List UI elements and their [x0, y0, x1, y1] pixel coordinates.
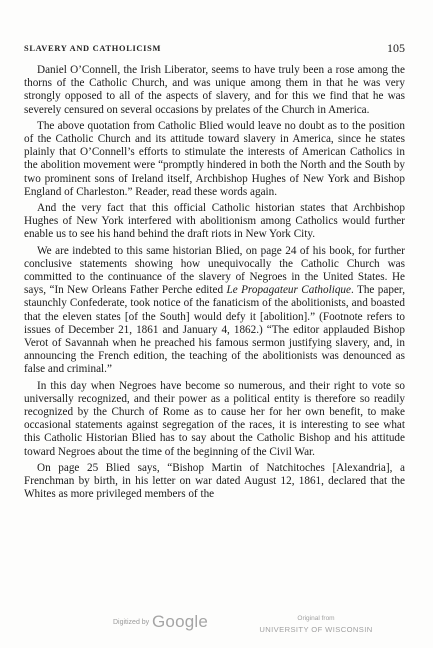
paragraph-4 [24, 245, 405, 377]
paragraph-2: The above quotation from Catholic Blied would leave no doubt as to the position of the Catholic Church and its attitude toward slavery in America, since he states plainly that O’Connell’s efforts to stimulate the interests of American Catholics in the abolition movement were “promptly hindered in both the North and the South by two prominent sons of Ireland itself, Archbishop Hughes of New York and Bishop England of Charleston.” Reader, read these words again. [24, 119, 405, 198]
paragraph-5: In this day when Negroes have become so numerous, and their right to vote so universally recognized, and their power as a political entity is therefore so readily recognized by the Church of Rome as to cause her for her own benefit, to make occasional statements against segregation of the races, it is interesting to see what this Catholic Historian Blied has to say about the Catholic Bishop and his attitude toward Negroes about the time of the beginning of the Civil War. [24, 379, 405, 458]
paragraph-6: On page 25 Blied says, “Bishop Martin of Natchitoches [Alexandria], a Frenchman by birth, in his letter on war dated August 12, 1861, declared that the Whites as more privileged members of the [24, 461, 405, 501]
paragraph-4-text-after: . The paper, staunchly Confederate, took notice of the fanaticism of the abolitionists, and boasted that the eleven states [of the South] would defy it [abolition].” (Footnote refers to issues of December 21, 1861 and January 4, 1862.) “The editor applauded Bishop Verot of Savannah when he preached his famous sermon justifying slavery, and, in announcing the French edition, the teaching of the abolitionists was denounced as false and criminal.” [24, 284, 406, 376]
paragraph-3: And the very fact that this official Catholic historian states that Archbishop Hughes of New York interfered with abolitionism among Catholics would further enable us to see his hand behind the draft riots in New York City. [24, 202, 405, 241]
digitization-footer [0, 612, 433, 642]
paragraph-1: Daniel O’Connell, the Irish Liberator, seems to have truly been a rose among the thorns of the Catholic Church, and was unique among them in that he was very strongly opposed to all of the aspects of slavery, and for this we find that he was severely censured on several occasions by prelates of the Church in America. [24, 64, 405, 116]
newspaper-title: Le Propagateur Catholique [226, 284, 351, 297]
page-number: 105 [387, 41, 405, 55]
digitized-by-label: Digitized by [113, 619, 150, 626]
original-from-label: Original from [297, 615, 335, 622]
paragraph-4-text-before: We are indebted to this same historian Blied, on page 24 of his book, for further conclusive statements showing how unequivocally the Catholic Church was committed to the continuance of the slavery of Negroes in the United States. He says, “In New Orleans Father Perche edited [24, 244, 405, 297]
running-head: SLAVERY AND CATHOLICISM [24, 44, 162, 53]
body-text [24, 64, 405, 505]
university-name: UNIVERSITY OF WISCONSIN [259, 625, 373, 634]
google-logo: Google [152, 612, 209, 631]
